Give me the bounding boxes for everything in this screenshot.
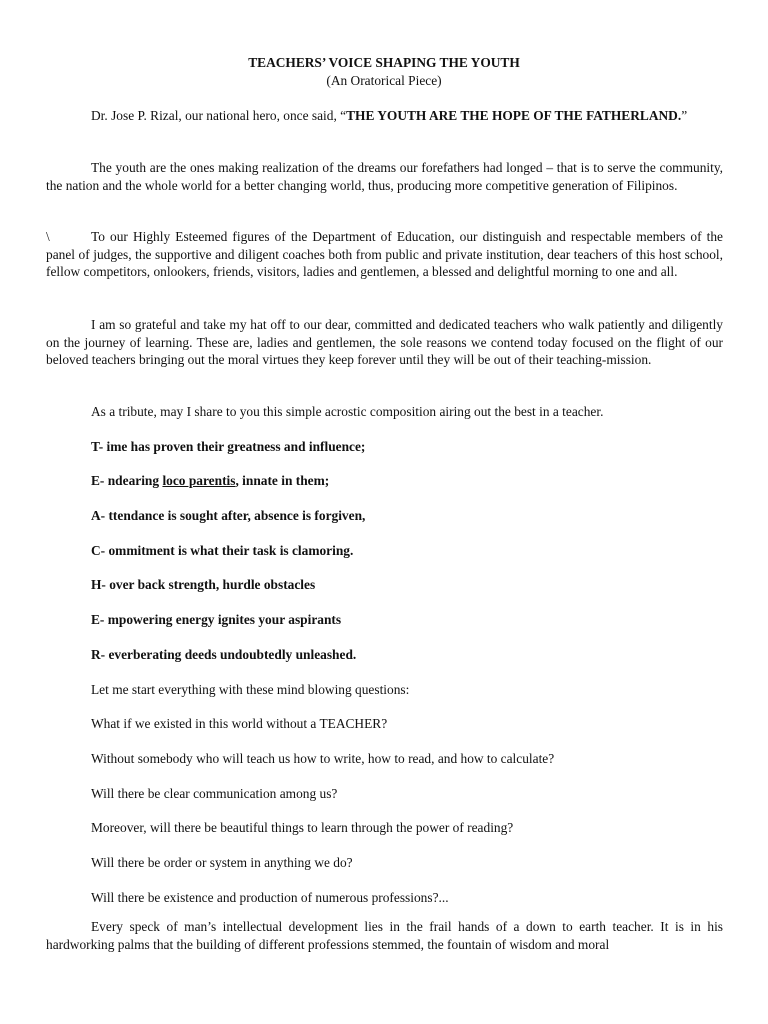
greeting-text: To our Highly Esteemed figures of the Department of Education, our distinguish and respectable members of the panel of judges, the supportive and diligent coaches both from public and private institution, dear teachers of this host school, fellow competitors, onlookers, friends, visitors, ladies and gentlemen, a blessed and delightful morning to one and all. — [46, 229, 723, 279]
question-1: What if we existed in this world without a TEACHER? — [91, 716, 388, 731]
rizal-quote-text: THE YOUTH ARE THE HOPE OF THE FATHERLAND. — [346, 108, 682, 123]
document-title: TEACHERS’ VOICE SHAPING THE YOUTH — [248, 55, 520, 70]
paragraph-gratitude: I am so grateful and take my hat off to our dear, committed and dedicated teachers who walk patiently and diligently on the journey of learning. These are, ladies and gentlemen, the sole reasons we contend today focused on the flight of our beloved teachers bringing out the moral virtues they keep forever until they will be out of their teaching-mission. — [46, 317, 723, 367]
questions-intro: Let me start everything with these mind blowing questions: — [91, 682, 410, 697]
paragraph-marker: \ — [46, 229, 50, 244]
acrostic-line-e1 — [91, 472, 329, 489]
acrostic-line-t: T- ime has proven their greatness and influence; — [91, 439, 366, 454]
acrostic-line-h: H- over back strength, hurdle obstacles — [91, 577, 316, 592]
document-subtitle: (An Oratorical Piece) — [326, 73, 442, 88]
loco-parentis-term: loco parentis — [162, 473, 236, 488]
paragraph-rizal-quote — [46, 107, 723, 125]
tribute-intro: As a tribute, may I share to you this simple acrostic composition airing out the best in a teacher. — [91, 404, 604, 419]
question-3: Will there be clear communication among us? — [91, 786, 338, 801]
question-6: Will there be existence and production of numerous professions?... — [91, 890, 449, 905]
paragraph-greeting — [46, 228, 723, 281]
acrostic-line-e2: E- mpowering energy ignites your aspirants — [91, 612, 342, 627]
acrostic-e1-start: E- ndearing — [91, 473, 163, 488]
question-5: Will there be order or system in anything we do? — [91, 855, 353, 870]
question-2: Without somebody who will teach us how to write, how to read, and how to calculate? — [91, 751, 555, 766]
acrostic-e1-end: , innate in them; — [235, 473, 330, 488]
acrostic-line-c: C- ommitment is what their task is clamoring. — [91, 543, 354, 558]
paragraph-youth: The youth are the ones making realization of the dreams our forefathers had longed – that is to serve the community, the nation and the whole world for a better changing world, thus, producing more competitive generation of Filipinos. — [46, 160, 723, 193]
paragraph-intellectual-development: Every speck of man’s intellectual development lies in the frail hands of a down to earth teacher. It is in his hardworking palms that the building of different professions stemmed, the fountain of wisdom and moral — [46, 919, 723, 952]
question-4: Moreover, will there be beautiful things to learn through the power of reading? — [91, 820, 514, 835]
rizal-quote-close: ” — [681, 108, 688, 123]
acrostic-line-r: R- everberating deeds undoubtedly unleashed. — [91, 647, 357, 662]
acrostic-line-a: A- ttendance is sought after, absence is forgiven, — [91, 508, 366, 523]
rizal-quote-intro: Dr. Jose P. Rizal, our national hero, once said, “ — [91, 108, 347, 123]
